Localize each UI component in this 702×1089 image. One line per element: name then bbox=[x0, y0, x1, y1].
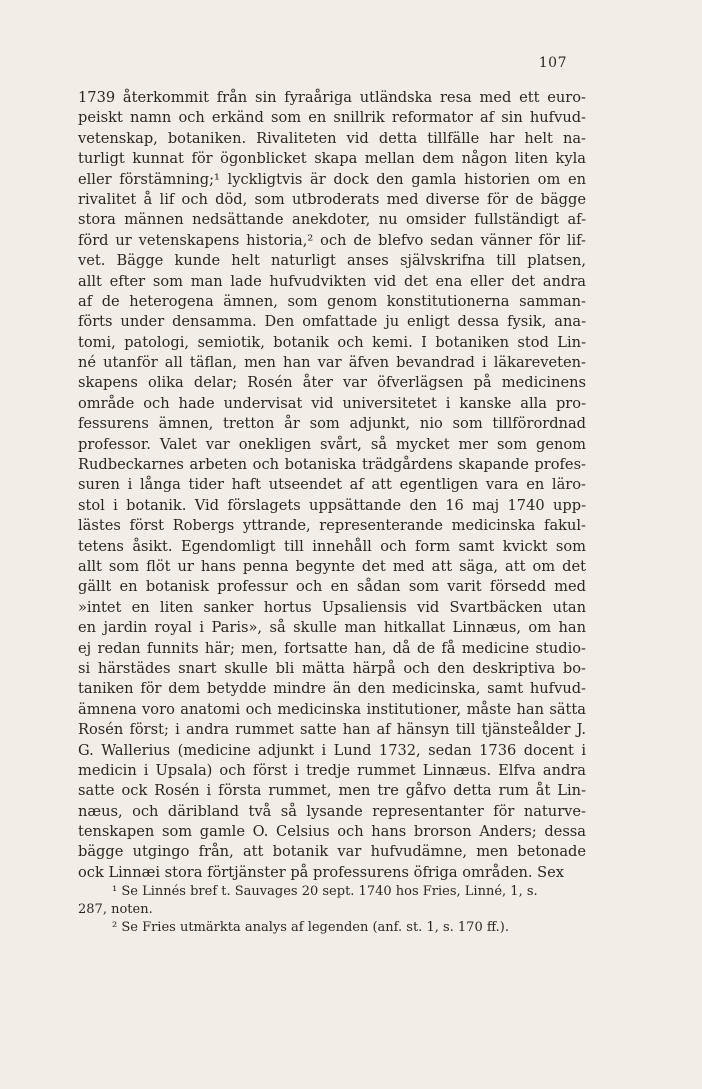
text-line: ej redan funnits här; men, fortsatte han, då de få medicine studio- bbox=[78, 639, 586, 657]
text-line: skapens olika delar; Rosén åter var öfverlägsen på medicinens bbox=[78, 374, 586, 392]
text-line: taniken för dem betydde mindre än den medicinska, samt hufvud- bbox=[78, 680, 586, 698]
text-line: rivalitet å lif och död, som utbroderats med diverse för de bägge bbox=[78, 190, 586, 208]
text-line: fessurens ämnen, tretton år som adjunkt, nio som tillförordnad bbox=[78, 415, 586, 433]
text-line: allt efter som man lade hufvudvikten vid det ena eller det andra bbox=[78, 272, 586, 290]
text-line: turligt kunnat för ögonblicket skapa mellan dem någon liten kyla bbox=[78, 150, 586, 168]
body-text bbox=[78, 88, 586, 883]
text-line: bägge utgingo från, att botanik var hufvudämne, men betonade bbox=[78, 843, 586, 861]
text-line: en jardin royal i Paris», så skulle man hitkallat Linnæus, om han bbox=[78, 619, 586, 637]
text-line: suren i långa tider haft utseendet af att egentligen vara en läro- bbox=[78, 476, 586, 494]
text-line: område och hade undervisat vid universitetet i kanske alla pro- bbox=[78, 394, 586, 412]
text-line: satte ock Rosén i första rummet, men tre gåfvo detta rum åt Lin- bbox=[78, 782, 586, 800]
text-line: vetenskap, botaniken. Rivaliteten vid detta tillfälle har helt na- bbox=[78, 129, 586, 147]
text-line: næus, och däribland två så lysande representanter för naturve- bbox=[78, 802, 586, 820]
text-line: stora männen nedsättande anekdoter, nu omsider fullständigt af- bbox=[78, 211, 586, 229]
text-line: vet. Bägge kunde helt naturligt anses självskrifna till platsen, bbox=[78, 252, 586, 270]
text-line: eller förstämning;¹ lyckligtvis är dock den gamla historien om en bbox=[78, 170, 586, 188]
footnotes bbox=[78, 883, 586, 937]
text-line: stol i botanik. Vid förslagets uppsättande den 16 maj 1740 upp- bbox=[78, 496, 586, 514]
text-line: »intet en liten sanker hortus Upsaliensis vid Svartbäcken utan bbox=[78, 598, 586, 616]
text-line: Rudbeckarnes arbeten och botaniska trädgårdens skapande profes- bbox=[78, 456, 586, 474]
footnote-1: ¹ Se Linnés bref t. Sauvages 20 sept. 1740 hos Fries, Linné, 1, s. bbox=[112, 884, 538, 899]
page-number: 107 bbox=[538, 55, 567, 71]
text-line: medicin i Upsala) och först i tredje rummet Linnæus. Elfva andra bbox=[78, 761, 586, 779]
text-line: tomi, patologi, semiotik, botanik och kemi. I botaniken stod Lin- bbox=[78, 333, 586, 351]
text-line: tenskapen som gamle O. Celsius och hans brorson Anders; dessa bbox=[78, 823, 586, 841]
text-line: né utanför all täflan, men han var äfven bevandrad i läkareveten- bbox=[78, 354, 586, 372]
text-line: G. Wallerius (medicine adjunkt i Lund 1732, sedan 1736 docent i bbox=[78, 741, 586, 759]
text-line: lästes först Robergs yttrande, representerande medicinska fakul- bbox=[78, 517, 586, 535]
text-line: Rosén först; i andra rummet satte han af hänsyn till tjänsteålder J. bbox=[78, 721, 586, 739]
text-line: professor. Valet var onekligen svårt, så mycket mer som genom bbox=[78, 435, 586, 453]
text-line: ämnena voro anatomi och medicinska institutioner, måste han sätta bbox=[78, 700, 586, 718]
text-line: förts under densamma. Den omfattade ju enligt dessa fysik, ana- bbox=[78, 313, 586, 331]
footnote-2: ² Se Fries utmärkta analys af legenden (anf. st. 1, s. 170 ff.). bbox=[112, 920, 509, 935]
text-line: si härstädes snart skulle bli mätta härpå och den deskriptiva bo- bbox=[78, 659, 586, 677]
text-line: tetens åsikt. Egendomligt till innehåll och form samt kvickt som bbox=[78, 537, 586, 555]
text-line: 1739 återkommit från sin fyraåriga utländska resa med ett euro- bbox=[78, 89, 586, 106]
text-line: ock Linnæi stora förtjänster på professurens öfriga områden. Sex bbox=[78, 863, 565, 881]
text-line: gällt en botanisk professur och en sådan som varit försedd med bbox=[78, 578, 586, 596]
footnote-1-continued: 287, noten. bbox=[78, 902, 153, 917]
text-line: af de heterogena ämnen, som genom konstitutionerna samman- bbox=[78, 292, 586, 310]
text-line: peiskt namn och erkänd som en snillrik reformator af sin hufvud- bbox=[78, 109, 586, 127]
text-line: förd ur vetenskapens historia,² och de blefvo sedan vänner för lif- bbox=[78, 231, 586, 249]
text-line: allt som flöt ur hans penna begynte det med att säga, att om det bbox=[78, 557, 586, 575]
